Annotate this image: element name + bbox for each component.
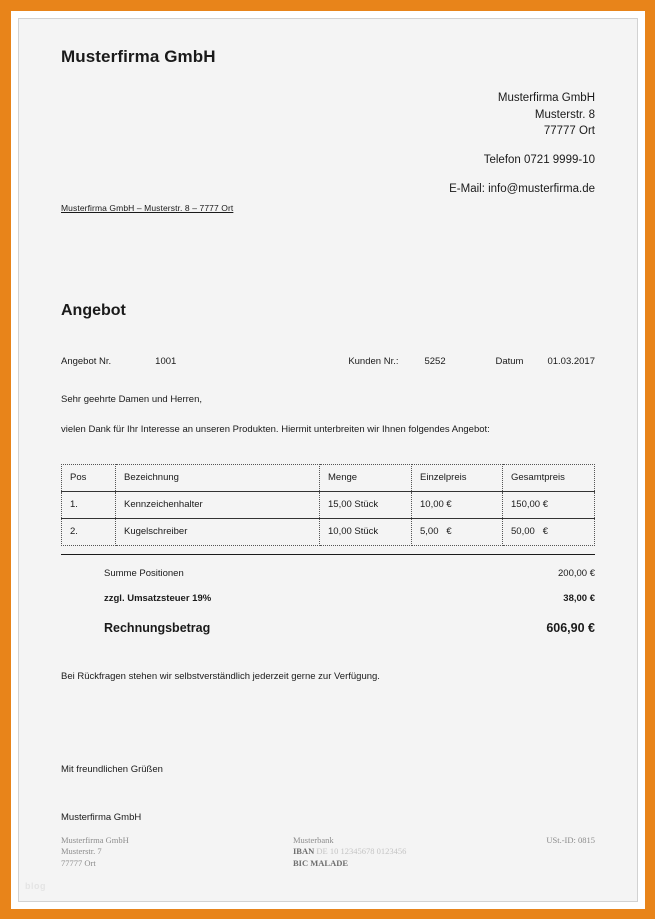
footer-tax-id: USt.-ID: 0815 (546, 834, 595, 845)
cell-pos: 2. (62, 518, 116, 545)
sender-return-line: Musterfirma GmbH – Musterstr. 8 – 7777 Ort (61, 202, 234, 213)
cell-total-price: 50,00 € (503, 518, 595, 545)
customer-number-value: 5252 (424, 355, 446, 367)
footer-iban-number: DE 10 12345678 0123456 (316, 846, 407, 856)
footer-bic: BIC MALADE (293, 857, 349, 868)
address-spacer-1 (61, 140, 595, 152)
items-table-head (62, 464, 595, 491)
subtotal-row (104, 568, 595, 579)
items-table-body (62, 491, 595, 545)
cell-quantity: 15,00 Stück (320, 491, 412, 518)
grand-total-value: 606,90 € (546, 620, 595, 635)
cell-quantity: 10,00 Stück (320, 518, 412, 545)
closing-text: Bei Rückfragen stehen wir selbstverständlich jederzeit gerne zur Verfügung. (61, 670, 380, 682)
address-email: E-Mail: info@musterfirma.de (449, 183, 595, 195)
meta-gap-2 (176, 356, 348, 367)
meta-gap-5 (523, 356, 547, 367)
totals-section (61, 554, 595, 635)
column-header-quantity: Menge (320, 464, 412, 491)
address-company-name: Musterfirma GmbH (497, 92, 595, 104)
cell-total-price: 150,00 € (503, 491, 595, 518)
page-footer (61, 835, 595, 870)
cell-description: Kennzeichenhalter (116, 491, 320, 518)
cell-unit-price: 5,00 € (412, 518, 503, 545)
subtotal-value: 200,00 € (558, 567, 595, 579)
footer-company-street: Musterstr. 7 (61, 846, 102, 856)
document-content (19, 19, 637, 901)
grand-total-row (104, 621, 595, 635)
address-spacer-2 (61, 168, 595, 181)
sender-address-block (61, 90, 595, 198)
watermark-text: blog (25, 881, 46, 891)
tax-label: zzgl. Umsatzsteuer 19% (104, 592, 212, 604)
footer-iban-label: IBAN (293, 846, 315, 856)
address-phone: Telefon 0721 9999-10 (483, 153, 595, 166)
cell-pos: 1. (62, 491, 116, 518)
sender-line-wrapper (61, 198, 595, 216)
footer-iban-line (293, 846, 546, 858)
meta-gap-4 (446, 356, 496, 367)
intro-text: vielen Dank für Ihr Interesse an unseren Produkten. Hiermit unterbreiten wir Ihnen folgendes Angebot: (61, 423, 490, 435)
subtotal-label: Summe Positionen (104, 567, 184, 579)
column-header-total-price: Gesamtpreis (503, 464, 595, 491)
footer-bank-name: Musterbank (293, 834, 334, 845)
offer-number-value: 1001 (155, 355, 177, 367)
meta-gap-1 (111, 356, 155, 367)
address-city: 77777 Ort (543, 125, 595, 137)
table-row (62, 518, 595, 545)
company-title: Musterfirma GmbH (61, 47, 216, 66)
regards-text: Mit freundlichen Grüßen (61, 763, 163, 775)
offer-number-label: Angebot Nr. (61, 355, 112, 367)
address-street: Musterstr. 8 (534, 108, 595, 121)
tax-value: 38,00 € (563, 592, 595, 604)
footer-company-column (61, 835, 293, 870)
page-frame-inner (11, 11, 645, 909)
cell-unit-price: 10,00 € (412, 491, 503, 518)
customer-number-label: Kunden Nr.: (348, 355, 399, 367)
date-value: 01.03.2017 (547, 355, 595, 367)
items-table (61, 464, 595, 546)
table-header-row (62, 464, 595, 491)
grand-total-label: Rechnungsbetrag (104, 620, 211, 635)
page-title: Angebot (61, 301, 126, 319)
document-meta-row (61, 356, 595, 367)
column-header-unit-price: Einzelpreis (412, 464, 503, 491)
footer-company-name: Musterfirma GmbH (61, 834, 129, 845)
salutation-text: Sehr geehrte Damen und Herren, (61, 393, 202, 405)
signature-text: Musterfirma GmbH (61, 811, 142, 823)
table-row (62, 491, 595, 518)
footer-company-city: 77777 Ort (61, 857, 96, 868)
footer-bank-column (293, 835, 546, 870)
tax-row (104, 593, 595, 604)
meta-gap-3 (398, 356, 424, 367)
column-header-pos: Pos (62, 464, 116, 491)
column-header-description: Bezeichnung (116, 464, 320, 491)
cell-description: Kugelschreiber (116, 518, 320, 545)
date-label: Datum (495, 355, 524, 367)
document-page (18, 18, 638, 902)
